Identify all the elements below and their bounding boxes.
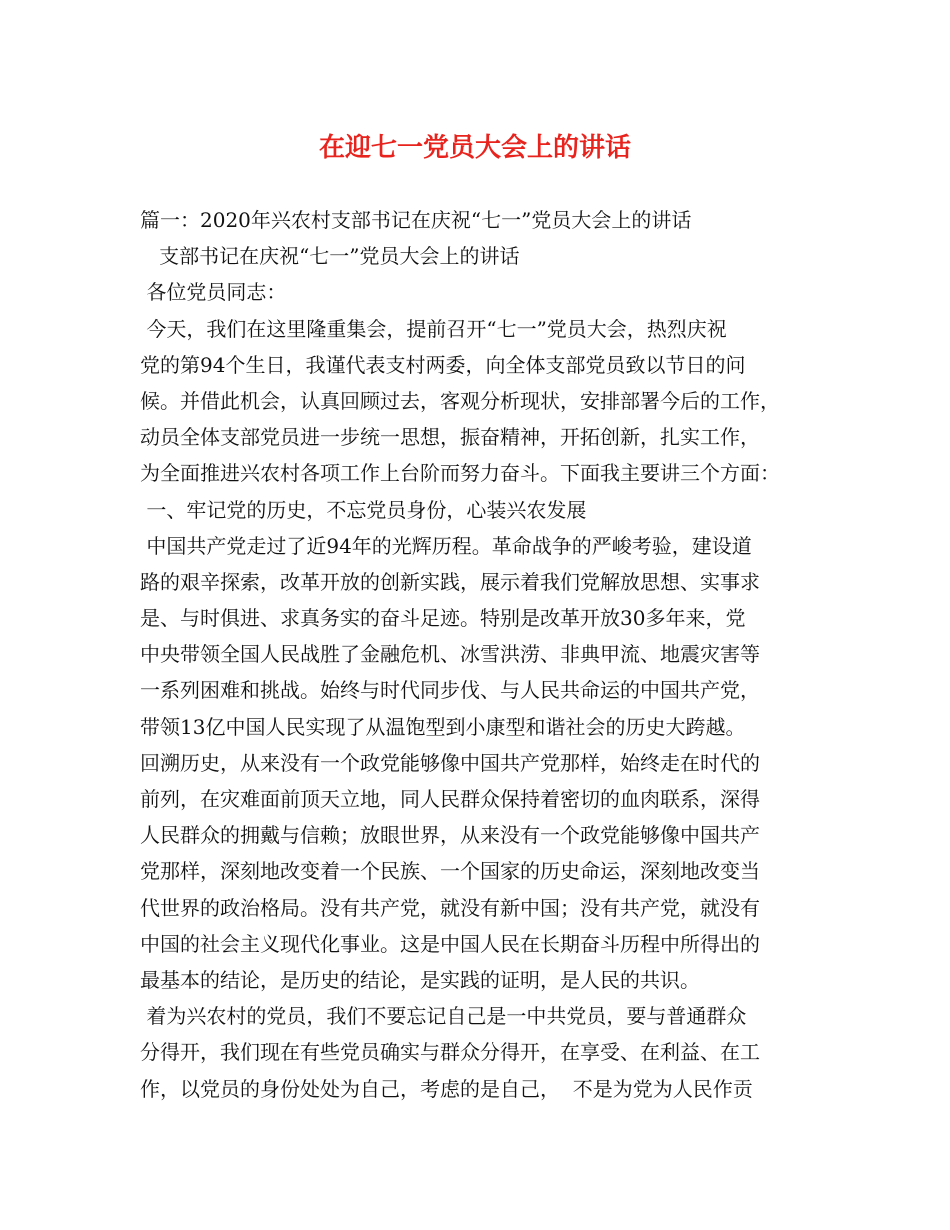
text-line: 前列，在灾难面前顶天立地，同人民群众保持着密切的血肉联系，深得 [140, 787, 760, 811]
text-line: 为全面推进兴农村各项工作上台阶而努力奋斗。下面我主要讲三个方面： [140, 461, 780, 486]
text-line: 着为兴农村的党员，我们不要忘记自己是一中共党员，要与普通群众 [140, 1004, 747, 1029]
text-line: 最基本的结论，是历史的结论，是实践的证明，是人民的共识。 [140, 967, 700, 992]
text-line: 中国的社会主义现代化事业。这是中国人民在长期奋斗历程中所得出的 [140, 931, 760, 956]
text-line: 各位党员同志： [140, 280, 287, 305]
document-title: 在迎七一党员大会上的讲话 [318, 133, 631, 163]
text-line: 带领13亿中国人民实现了从温饱型到小康型和谐社会的历史大跨越。 [140, 714, 746, 739]
text-line: 支部书记在庆祝“七一”党员大会上的讲话 [140, 244, 520, 269]
text-line: 中央带领全国人民战胜了金融危机、冰雪洪涝、非典甲流、地震灾害等 [140, 642, 760, 667]
text-line: 党的第94个生日，我谨代表支村两委，向全体支部党员致以节日的问 [140, 352, 746, 377]
text-line: 动员全体支部党员进一步统一思想，振奋精神，开拓创新，扎实工作， [140, 425, 760, 450]
text-line: 人民群众的拥戴与信赖；放眼世界，从来没有一个政党能够像中国共产 [140, 823, 760, 848]
text-line: 篇一：2020年兴农村支部书记在庆祝“七一”党员大会上的讲话 [140, 208, 692, 232]
text-line: 一、牢记党的历史，不忘党员身份，心装兴农发展 [140, 497, 587, 522]
text-line: 中国共产党走过了近94年的光辉历程。革命战争的严峻考验，建设道 [140, 533, 752, 558]
text-line: 回溯历史，从来没有一个政党能够像中国共产党那样，始终走在时代的 [140, 750, 760, 775]
document-body [140, 202, 830, 1107]
text-line: 代世界的政治格局。没有共产党，就没有新中国；没有共产党，就没有 [140, 895, 760, 920]
text-line: 是、与时俱进、求真务实的奋斗足迹。特别是改革开放30多年来，党 [140, 606, 746, 631]
text-line: 路的艰辛探索，改革开放的创新实践，展示着我们党解放思想、实事求 [140, 569, 760, 594]
text-line: 候。并借此机会，认真回顾过去，客观分析现状，安排部署今后的工作， [140, 388, 780, 413]
text-line: 作，以党员的身份处处为自己，考虑的是自己， 不是为党为人民作贡 [140, 1076, 753, 1101]
text-line: 今天，我们在这里隆重集会，提前召开“七一”党员大会，热烈庆祝 [140, 316, 727, 341]
text-line: 党那样，深刻地改变着一个民族、一个国家的历史命运，深刻地改变当 [140, 859, 760, 884]
text-line: 分得开，我们现在有些党员确实与群众分得开，在享受、在利益、在工 [140, 1040, 760, 1065]
text-line: 一系列困难和挑战。始终与时代同步伐、与人民共命运的中国共产党， [140, 678, 760, 703]
